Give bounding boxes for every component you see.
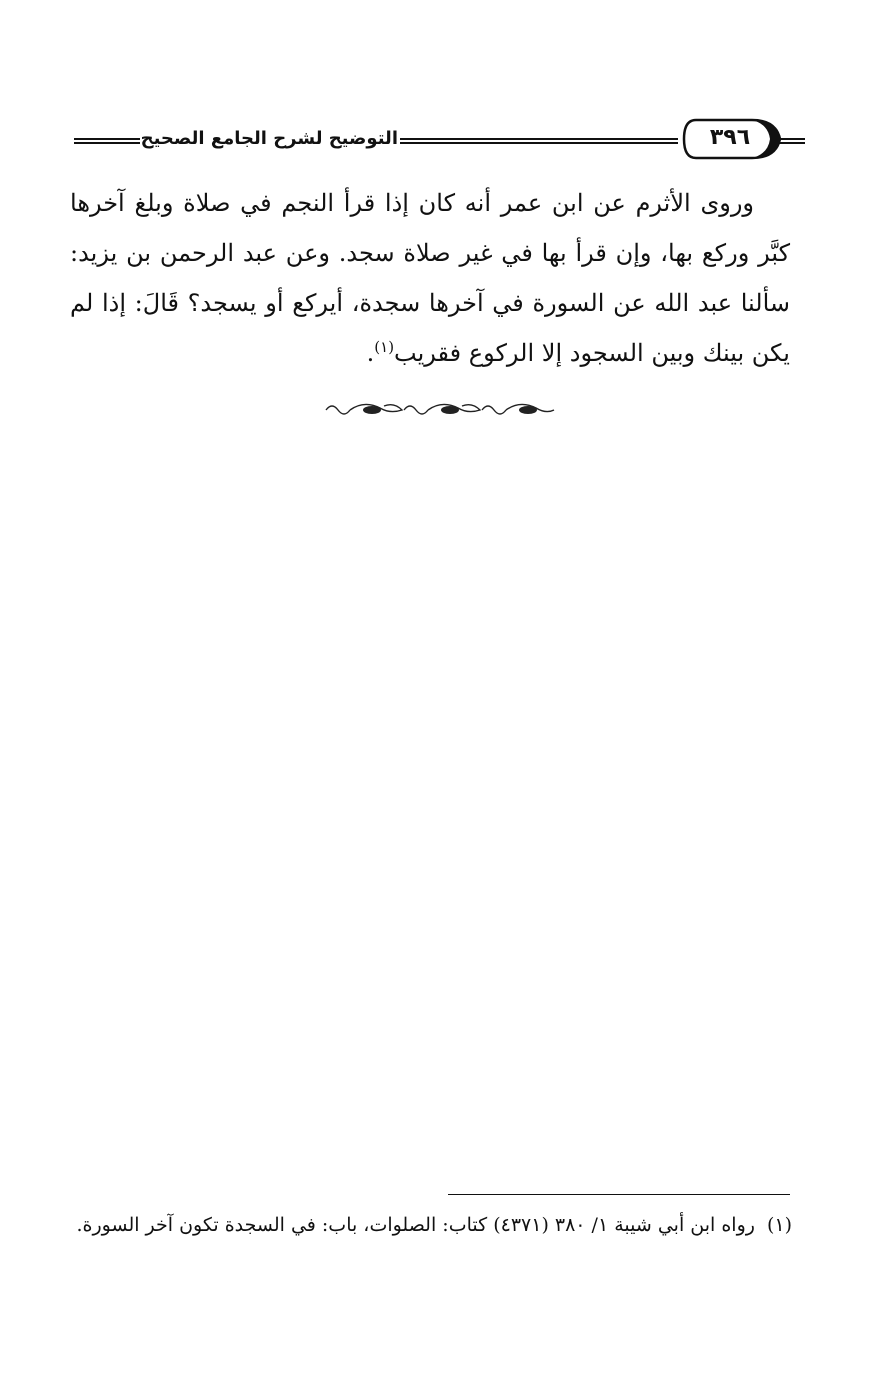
header-rule-right	[775, 138, 805, 144]
footnote-number: (١)	[766, 1214, 792, 1236]
footnote-text: رواه ابن أبي شيبة ١/ ٣٨٠ (٤٣٧١) كتاب: الصلوات، باب: في السجدة تكون آخر السورة.	[76, 1214, 755, 1236]
header-rule-left	[74, 138, 140, 144]
footnote-separator	[448, 1194, 790, 1195]
page-number-frame	[682, 116, 786, 162]
body-text	[70, 178, 790, 378]
footnotes	[70, 1206, 792, 1244]
running-header	[70, 110, 810, 170]
running-title: التوضيح لشرح الجامع الصحيح	[140, 128, 398, 149]
footnote-reference: (١)	[374, 338, 395, 356]
floral-divider-icon	[320, 398, 560, 422]
paragraph-text: وروى الأثرم عن ابن عمر أنه كان إذا قرأ النجم في صلاة وبلغ آخرها كبَّر وركع بها، وإن قرأ بها في غير صلاة سجد. وعن عبد الرحمن بن يزيد: سألنا عبد الله عن السورة في آخرها سجدة، أيركع أو يسجد؟ قَالَ: إذا لم يكن بينك وبين السجود إلا الركوع فقريب	[70, 189, 790, 367]
footnote	[70, 1206, 792, 1244]
closing-punctuation: .	[366, 339, 375, 367]
header-rule-middle	[400, 138, 678, 144]
main-paragraph	[70, 178, 790, 378]
page-number: ٣٩٦	[709, 125, 751, 150]
